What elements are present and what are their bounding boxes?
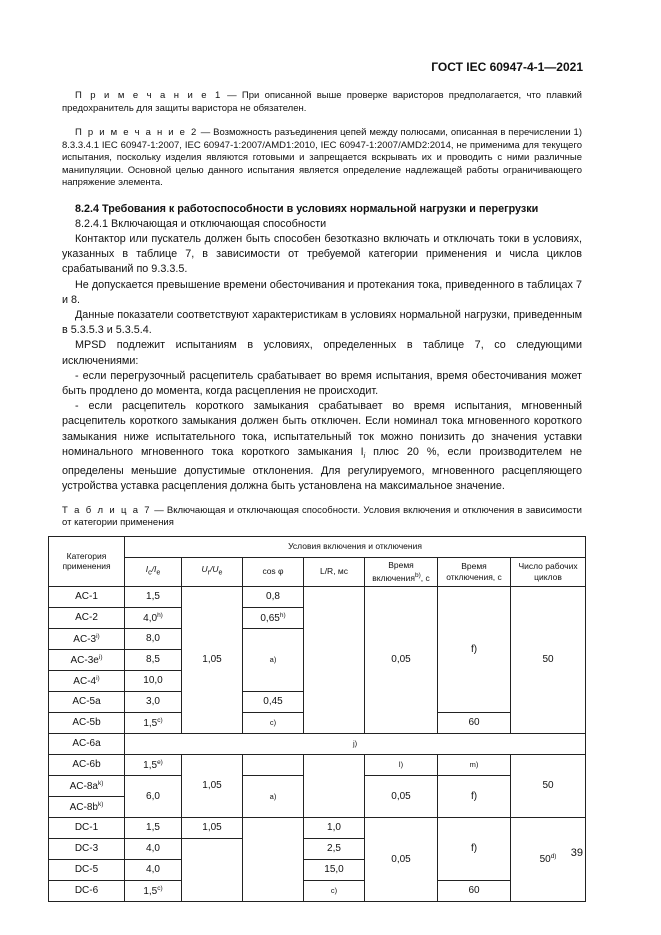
note-1 <box>62 90 582 115</box>
paragraph: Не допускается превышение времени обесточивания и протекания тока, приведенного в таблицах 7 и 8. <box>62 278 582 306</box>
note-2-text: — Возможность разъединения цепей между полюсами, описанная в перечислении 1) 8.3.3.4.1 IEC 60947-1:2007, IEC 60947-1:2007/AMD1:2010, IEC 60947-1:2007/AMD2:2014, не применима для текущего испытания, поскольку изделия являются готовыми и запрещается вскрывать их и проводить с ними различные манипуляции. Основной целью данного испытания является определение надлежащей работы ограничивающего напряжение элемента. <box>62 127 582 188</box>
page-number: 39 <box>570 847 583 859</box>
paragraph: Данные показатели соответствуют характеристикам в условиях нормальной нагрузки, приведенным в 5.3.5.3 и 5.3.5.4. <box>62 308 582 337</box>
note-2 <box>62 127 582 190</box>
paragraph: Контактор или пускатель должен быть способен безотказно включать и отключать токи в условиях, указанных в таблице 7, в зависимости от требуемой категории применения и числа циклов срабатываний по 9.3.3.5. <box>62 232 582 276</box>
table-row: AC-1 1,5 1,05 0,8 0,05 f) 50 <box>49 586 586 607</box>
header-category: Категория применения <box>49 536 125 586</box>
header-cycles: Число рабочих циклов <box>511 557 586 586</box>
header-cos-phi: cos φ <box>243 557 304 586</box>
table-row: AC-5a 3,0 0,45 <box>49 691 586 712</box>
table-7 <box>48 536 586 902</box>
header-ur-ue: $U_r/U_e$ <box>182 557 243 586</box>
subsection-heading: 8.2.4.1 Включающая и отключающая способности <box>75 217 327 230</box>
header-conditions: Условия включения и отключения <box>125 536 586 557</box>
table-caption-text: — Включающая и отключающая способности. Условия включения и отключения в зависимости от категории применения <box>62 504 582 529</box>
table-row: $AC-8a^{k)}$ 6,0 a) 0,05 f) <box>49 775 586 796</box>
note-2-label: П р и м е ч а н и е 2 <box>75 127 198 138</box>
paragraph: MPSD подлежит испытаниям в условиях, определенных в таблице 7, со следующими исключениями: <box>62 339 582 367</box>
header-ic-ie: $I_c/I_e$ <box>125 557 182 586</box>
table-row: AC-3$^{i)}$ 8,0 a) <box>49 628 586 649</box>
section-heading: 8.2.4 Требования к работоспособности в условиях нормальной нагрузки и перегрузки <box>75 202 539 215</box>
note-1-label: П р и м е ч а н и е 1 <box>75 90 222 101</box>
table-row: AC-6b 1,5$^{e)}$ 1,05 l) m) 50 <box>49 754 586 775</box>
table-caption <box>62 505 582 530</box>
table-row: $AC-8b^{k)}$ <box>49 796 586 817</box>
table-row: DC-1 1,5 1,05 1,0 0,05 f) 50$^{d)}$ <box>49 817 586 838</box>
table-row: $AC-3e^{i)}$ 8,5 <box>49 649 586 670</box>
table-row: DC-6 1,5$^{c)}$ c) 60 <box>49 880 586 901</box>
table-row: AC-5b 1,5$^{c)}$ c) 60 <box>49 712 586 733</box>
table-row: DC-5 4,0 15,0 <box>49 859 586 880</box>
table-row: DC-3 4,0 2,5 <box>49 838 586 859</box>
table-row: AC-4$^{i)}$ 10,0 <box>49 670 586 691</box>
list-item: - если расцепитель короткого замыкания срабатывает во время испытания, мгновенный расцепитель короткого замыкания должен быть отключен. Если номинал тока мгновенного короткого замыкания ниже испытательного тока, испытательный ток можно понизить до значения уставки номинального мгновенного тока короткого замыкания $I_i$ плюс 20 %, если производителем не определены меньшие допустимые отклонения. Для регулируемого, мгновенного расцепляющего устройства уставка расцепления должна быть установлена на максимальное значение. <box>62 400 582 493</box>
header-off-time: Время отключения, с <box>438 557 511 586</box>
document-header: ГОСТ IEC 60947-4-1—2021 <box>431 60 583 74</box>
header-on-time: Время включения$^{b)}$, с <box>365 557 438 586</box>
table-row: AC-6a j) <box>49 733 586 754</box>
page-content <box>62 90 582 902</box>
note-1-text: — При описанной выше проверке варисторов предполагается, что плавкий предохранитель для защиты варистора не обязателен. <box>62 90 582 114</box>
header-l-r: L/R, мс <box>304 557 365 586</box>
table-caption-label: Т а б л и ц а 7 <box>62 504 152 516</box>
table-row: AC-2 4,0$^{h)}$ 0,65$^{h)}$ <box>49 607 586 628</box>
list-item: - если перегрузочный расцепитель срабатывает во время испытания, время обесточивания может быть продлено до момента, когда расцепления не происходит. <box>62 369 582 397</box>
